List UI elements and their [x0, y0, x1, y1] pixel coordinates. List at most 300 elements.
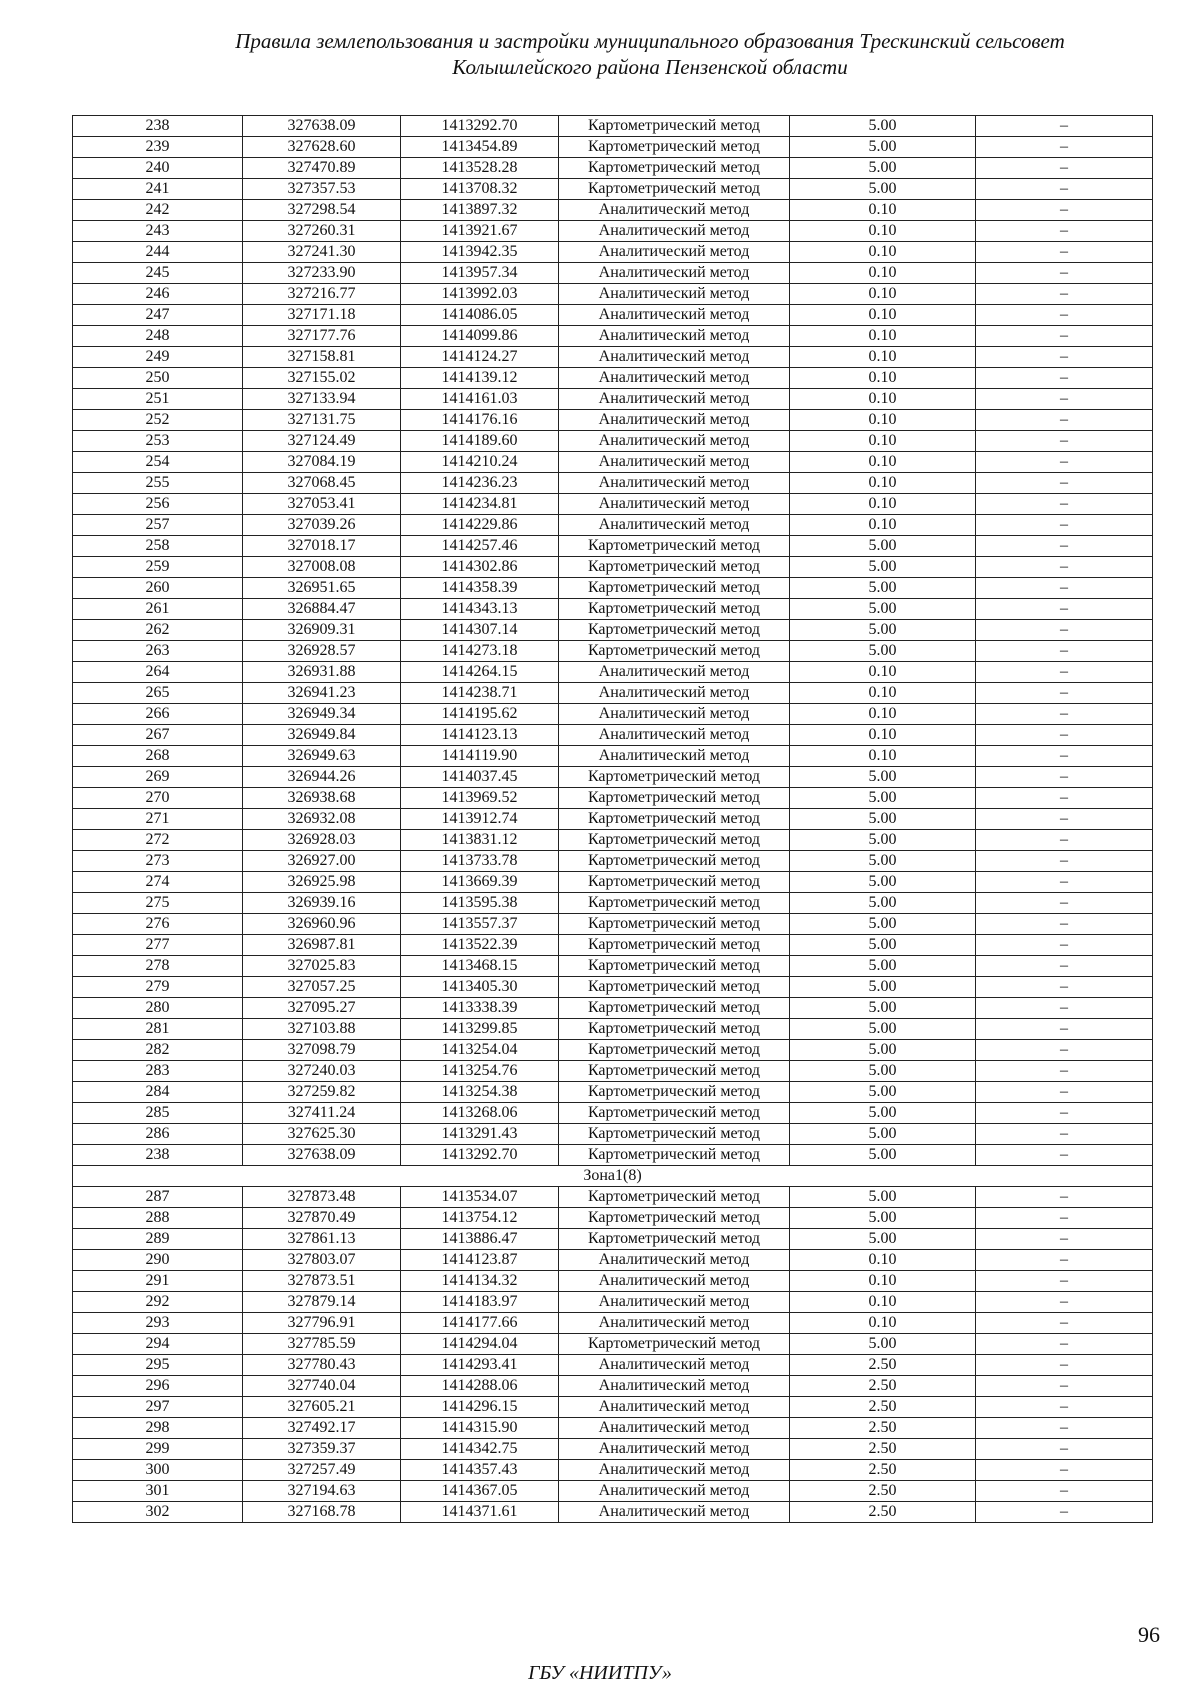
table-row	[73, 116, 1153, 137]
coord-y-cell: 1414099.86	[401, 326, 559, 347]
dash-cell: –	[976, 1397, 1153, 1418]
method-cell: Аналитический метод	[559, 1271, 790, 1292]
coord-y-cell: 1414296.15	[401, 1397, 559, 1418]
method-cell: Картометрический метод	[559, 1229, 790, 1250]
accuracy-cell: 5.00	[790, 1061, 976, 1082]
coord-y-cell: 1414229.86	[401, 515, 559, 536]
method-cell: Картометрический метод	[559, 935, 790, 956]
table-row	[73, 1397, 1153, 1418]
dash-cell: –	[976, 1250, 1153, 1271]
accuracy-cell: 5.00	[790, 179, 976, 200]
method-cell: Аналитический метод	[559, 683, 790, 704]
coord-x-cell: 326938.68	[243, 788, 401, 809]
coord-y-cell: 1413254.76	[401, 1061, 559, 1082]
coord-x-cell: 326925.98	[243, 872, 401, 893]
accuracy-cell: 5.00	[790, 641, 976, 662]
coord-x-cell: 327359.37	[243, 1439, 401, 1460]
accuracy-cell: 5.00	[790, 977, 976, 998]
page-number: 96	[1138, 1622, 1160, 1647]
coord-y-cell: 1414161.03	[401, 389, 559, 410]
point-number-cell: 267	[73, 725, 243, 746]
point-number-cell: 298	[73, 1418, 243, 1439]
table-row	[73, 1124, 1153, 1145]
coordinates-table-body	[73, 116, 1153, 1523]
coord-y-cell: 1413254.38	[401, 1082, 559, 1103]
point-number-cell: 291	[73, 1271, 243, 1292]
coord-y-cell: 1414123.13	[401, 725, 559, 746]
dash-cell: –	[976, 746, 1153, 767]
coord-x-cell: 326928.57	[243, 641, 401, 662]
point-number-cell: 257	[73, 515, 243, 536]
point-number-cell: 279	[73, 977, 243, 998]
table-row	[73, 998, 1153, 1019]
point-number-cell: 246	[73, 284, 243, 305]
point-number-cell: 268	[73, 746, 243, 767]
accuracy-cell: 0.10	[790, 1271, 976, 1292]
coord-x-cell: 327470.89	[243, 158, 401, 179]
point-number-cell: 261	[73, 599, 243, 620]
table-row	[73, 1061, 1153, 1082]
accuracy-cell: 5.00	[790, 1145, 976, 1166]
dash-cell: –	[976, 1103, 1153, 1124]
coord-x-cell: 327068.45	[243, 473, 401, 494]
table-row	[73, 788, 1153, 809]
dash-cell: –	[976, 851, 1153, 872]
table-row	[73, 893, 1153, 914]
point-number-cell: 264	[73, 662, 243, 683]
coord-x-cell: 327861.13	[243, 1229, 401, 1250]
table-row	[73, 137, 1153, 158]
accuracy-cell: 5.00	[790, 1208, 976, 1229]
coord-x-cell: 326941.23	[243, 683, 401, 704]
coord-y-cell: 1414236.23	[401, 473, 559, 494]
method-cell: Аналитический метод	[559, 1355, 790, 1376]
method-cell: Аналитический метод	[559, 305, 790, 326]
method-cell: Картометрический метод	[559, 830, 790, 851]
coord-y-cell: 1414307.14	[401, 620, 559, 641]
accuracy-cell: 0.10	[790, 431, 976, 452]
dash-cell: –	[976, 704, 1153, 725]
table-row	[73, 221, 1153, 242]
method-cell: Аналитический метод	[559, 515, 790, 536]
method-cell: Аналитический метод	[559, 746, 790, 767]
dash-cell: –	[976, 452, 1153, 473]
coord-x-cell: 327008.08	[243, 557, 401, 578]
method-cell: Аналитический метод	[559, 368, 790, 389]
accuracy-cell: 5.00	[790, 809, 976, 830]
dash-cell: –	[976, 515, 1153, 536]
accuracy-cell: 5.00	[790, 893, 976, 914]
page-footer: ГБУ «НИИТПУ»	[528, 1662, 672, 1684]
method-cell: Аналитический метод	[559, 221, 790, 242]
coord-x-cell: 327216.77	[243, 284, 401, 305]
point-number-cell: 260	[73, 578, 243, 599]
point-number-cell: 294	[73, 1334, 243, 1355]
point-number-cell: 270	[73, 788, 243, 809]
coord-x-cell: 327357.53	[243, 179, 401, 200]
dash-cell: –	[976, 410, 1153, 431]
coord-y-cell: 1414177.66	[401, 1313, 559, 1334]
table-row	[73, 767, 1153, 788]
coord-y-cell: 1414371.61	[401, 1502, 559, 1523]
method-cell: Картометрический метод	[559, 578, 790, 599]
coord-x-cell: 327039.26	[243, 515, 401, 536]
point-number-cell: 259	[73, 557, 243, 578]
coord-y-cell: 1414302.86	[401, 557, 559, 578]
coord-x-cell: 327133.94	[243, 389, 401, 410]
point-number-cell: 292	[73, 1292, 243, 1313]
coord-y-cell: 1413669.39	[401, 872, 559, 893]
method-cell: Аналитический метод	[559, 473, 790, 494]
table-row	[73, 536, 1153, 557]
table-row	[73, 452, 1153, 473]
coord-x-cell: 326928.03	[243, 830, 401, 851]
method-cell: Аналитический метод	[559, 725, 790, 746]
accuracy-cell: 2.50	[790, 1502, 976, 1523]
point-number-cell: 283	[73, 1061, 243, 1082]
method-cell: Аналитический метод	[559, 410, 790, 431]
coord-y-cell: 1413942.35	[401, 242, 559, 263]
dash-cell: –	[976, 620, 1153, 641]
coord-y-cell: 1414123.87	[401, 1250, 559, 1271]
method-cell: Аналитический метод	[559, 704, 790, 725]
coord-x-cell: 327240.03	[243, 1061, 401, 1082]
coord-y-cell: 1414086.05	[401, 305, 559, 326]
coord-x-cell: 327233.90	[243, 263, 401, 284]
dash-cell: –	[976, 1145, 1153, 1166]
point-number-cell: 281	[73, 1019, 243, 1040]
coord-x-cell: 326944.26	[243, 767, 401, 788]
dash-cell: –	[976, 221, 1153, 242]
table-row	[73, 1229, 1153, 1250]
point-number-cell: 244	[73, 242, 243, 263]
method-cell: Картометрический метод	[559, 620, 790, 641]
method-cell: Картометрический метод	[559, 599, 790, 620]
coord-y-cell: 1414257.46	[401, 536, 559, 557]
method-cell: Картометрический метод	[559, 767, 790, 788]
header-line-2: Колышлейского района Пензенской области	[452, 55, 848, 79]
coord-x-cell: 327158.81	[243, 347, 401, 368]
point-number-cell: 239	[73, 137, 243, 158]
method-cell: Картометрический метод	[559, 179, 790, 200]
coord-y-cell: 1413534.07	[401, 1187, 559, 1208]
accuracy-cell: 0.10	[790, 683, 976, 704]
table-row	[73, 914, 1153, 935]
coordinates-table	[72, 115, 1153, 1523]
accuracy-cell: 5.00	[790, 1229, 976, 1250]
accuracy-cell: 0.10	[790, 1313, 976, 1334]
point-number-cell: 284	[73, 1082, 243, 1103]
point-number-cell: 265	[73, 683, 243, 704]
coord-y-cell: 1414139.12	[401, 368, 559, 389]
dash-cell: –	[976, 788, 1153, 809]
dash-cell: –	[976, 914, 1153, 935]
accuracy-cell: 2.50	[790, 1355, 976, 1376]
coord-x-cell: 326884.47	[243, 599, 401, 620]
dash-cell: –	[976, 137, 1153, 158]
accuracy-cell: 0.10	[790, 494, 976, 515]
coord-x-cell: 327260.31	[243, 221, 401, 242]
table-row	[73, 494, 1153, 515]
point-number-cell: 289	[73, 1229, 243, 1250]
coord-y-cell: 1413992.03	[401, 284, 559, 305]
dash-cell: –	[976, 767, 1153, 788]
table-row	[73, 641, 1153, 662]
point-number-cell: 302	[73, 1502, 243, 1523]
table-row	[73, 683, 1153, 704]
dash-cell: –	[976, 263, 1153, 284]
table-row	[73, 1481, 1153, 1502]
table-row	[73, 1271, 1153, 1292]
point-number-cell: 293	[73, 1313, 243, 1334]
dash-cell: –	[976, 1271, 1153, 1292]
dash-cell: –	[976, 494, 1153, 515]
accuracy-cell: 0.10	[790, 410, 976, 431]
method-cell: Аналитический метод	[559, 347, 790, 368]
point-number-cell: 299	[73, 1439, 243, 1460]
method-cell: Аналитический метод	[559, 1250, 790, 1271]
accuracy-cell: 2.50	[790, 1376, 976, 1397]
coord-x-cell: 327124.49	[243, 431, 401, 452]
accuracy-cell: 0.10	[790, 221, 976, 242]
dash-cell: –	[976, 977, 1153, 998]
accuracy-cell: 2.50	[790, 1418, 976, 1439]
table-row	[73, 1250, 1153, 1271]
accuracy-cell: 5.00	[790, 1103, 976, 1124]
table-row	[73, 1145, 1153, 1166]
coord-x-cell: 327168.78	[243, 1502, 401, 1523]
method-cell: Картометрический метод	[559, 1040, 790, 1061]
dash-cell: –	[976, 179, 1153, 200]
point-number-cell: 250	[73, 368, 243, 389]
coord-y-cell: 1414189.60	[401, 431, 559, 452]
accuracy-cell: 0.10	[790, 389, 976, 410]
coord-y-cell: 1413557.37	[401, 914, 559, 935]
point-number-cell: 248	[73, 326, 243, 347]
coord-x-cell: 327241.30	[243, 242, 401, 263]
coord-x-cell: 326932.08	[243, 809, 401, 830]
table-row	[73, 746, 1153, 767]
coord-y-cell: 1413405.30	[401, 977, 559, 998]
accuracy-cell: 0.10	[790, 662, 976, 683]
coord-x-cell: 327103.88	[243, 1019, 401, 1040]
point-number-cell: 273	[73, 851, 243, 872]
dash-cell: –	[976, 641, 1153, 662]
method-cell: Картометрический метод	[559, 641, 790, 662]
coord-x-cell: 327194.63	[243, 1481, 401, 1502]
coord-y-cell: 1413292.70	[401, 116, 559, 137]
coord-x-cell: 326951.65	[243, 578, 401, 599]
accuracy-cell: 0.10	[790, 515, 976, 536]
point-number-cell: 251	[73, 389, 243, 410]
coord-y-cell: 1414367.05	[401, 1481, 559, 1502]
coord-y-cell: 1413897.32	[401, 200, 559, 221]
method-cell: Картометрический метод	[559, 1103, 790, 1124]
accuracy-cell: 0.10	[790, 1292, 976, 1313]
accuracy-cell: 5.00	[790, 1019, 976, 1040]
coord-x-cell: 326949.84	[243, 725, 401, 746]
zone-row	[73, 1166, 1153, 1187]
accuracy-cell: 0.10	[790, 704, 976, 725]
table-row	[73, 242, 1153, 263]
coord-y-cell: 1414273.18	[401, 641, 559, 662]
coord-x-cell: 327870.49	[243, 1208, 401, 1229]
coord-x-cell: 327171.18	[243, 305, 401, 326]
dash-cell: –	[976, 578, 1153, 599]
coord-y-cell: 1413912.74	[401, 809, 559, 830]
point-number-cell: 288	[73, 1208, 243, 1229]
coord-x-cell: 327411.24	[243, 1103, 401, 1124]
dash-cell: –	[976, 368, 1153, 389]
method-cell: Аналитический метод	[559, 452, 790, 473]
method-cell: Картометрический метод	[559, 1082, 790, 1103]
coord-y-cell: 1414293.41	[401, 1355, 559, 1376]
method-cell: Аналитический метод	[559, 1481, 790, 1502]
coord-y-cell: 1413268.06	[401, 1103, 559, 1124]
method-cell: Аналитический метод	[559, 494, 790, 515]
accuracy-cell: 5.00	[790, 536, 976, 557]
table-row	[73, 1313, 1153, 1334]
coord-y-cell: 1413921.67	[401, 221, 559, 242]
coord-y-cell: 1413754.12	[401, 1208, 559, 1229]
coord-x-cell: 326949.63	[243, 746, 401, 767]
point-number-cell: 287	[73, 1187, 243, 1208]
coord-y-cell: 1414210.24	[401, 452, 559, 473]
table-row	[73, 263, 1153, 284]
table-row	[73, 557, 1153, 578]
coord-y-cell: 1413733.78	[401, 851, 559, 872]
coord-x-cell: 327057.25	[243, 977, 401, 998]
table-row	[73, 179, 1153, 200]
table-row	[73, 872, 1153, 893]
dash-cell: –	[976, 662, 1153, 683]
coord-y-cell: 1414288.06	[401, 1376, 559, 1397]
point-number-cell: 241	[73, 179, 243, 200]
dash-cell: –	[976, 1439, 1153, 1460]
dash-cell: –	[976, 326, 1153, 347]
method-cell: Картометрический метод	[559, 137, 790, 158]
table-row	[73, 326, 1153, 347]
dash-cell: –	[976, 1082, 1153, 1103]
accuracy-cell: 2.50	[790, 1481, 976, 1502]
table-row	[73, 1103, 1153, 1124]
method-cell: Картометрический метод	[559, 1334, 790, 1355]
point-number-cell: 274	[73, 872, 243, 893]
method-cell: Аналитический метод	[559, 263, 790, 284]
point-number-cell: 238	[73, 116, 243, 137]
coord-x-cell: 327740.04	[243, 1376, 401, 1397]
table-row	[73, 704, 1153, 725]
coord-x-cell: 326987.81	[243, 935, 401, 956]
method-cell: Аналитический метод	[559, 662, 790, 683]
coord-y-cell: 1414176.16	[401, 410, 559, 431]
point-number-cell: 249	[73, 347, 243, 368]
coord-y-cell: 1413522.39	[401, 935, 559, 956]
coord-x-cell: 326909.31	[243, 620, 401, 641]
coord-y-cell: 1413957.34	[401, 263, 559, 284]
dash-cell: –	[976, 872, 1153, 893]
point-number-cell: 297	[73, 1397, 243, 1418]
table-row	[73, 389, 1153, 410]
coord-y-cell: 1414037.45	[401, 767, 559, 788]
method-cell: Картометрический метод	[559, 536, 790, 557]
table-row	[73, 1019, 1153, 1040]
point-number-cell: 295	[73, 1355, 243, 1376]
coord-x-cell: 326949.34	[243, 704, 401, 725]
accuracy-cell: 5.00	[790, 116, 976, 137]
table-row	[73, 809, 1153, 830]
point-number-cell: 285	[73, 1103, 243, 1124]
coord-y-cell: 1413299.85	[401, 1019, 559, 1040]
coord-y-cell: 1414238.71	[401, 683, 559, 704]
dash-cell: –	[976, 1187, 1153, 1208]
method-cell: Аналитический метод	[559, 1502, 790, 1523]
accuracy-cell: 5.00	[790, 557, 976, 578]
table-row	[73, 662, 1153, 683]
dash-cell: –	[976, 1229, 1153, 1250]
coord-y-cell: 1414264.15	[401, 662, 559, 683]
dash-cell: –	[976, 347, 1153, 368]
accuracy-cell: 2.50	[790, 1460, 976, 1481]
accuracy-cell: 5.00	[790, 1082, 976, 1103]
document-header	[150, 28, 1150, 80]
accuracy-cell: 0.10	[790, 1250, 976, 1271]
coord-x-cell: 326939.16	[243, 893, 401, 914]
accuracy-cell: 5.00	[790, 158, 976, 179]
coord-y-cell: 1414343.13	[401, 599, 559, 620]
point-number-cell: 238	[73, 1145, 243, 1166]
point-number-cell: 272	[73, 830, 243, 851]
point-number-cell: 262	[73, 620, 243, 641]
method-cell: Картометрический метод	[559, 977, 790, 998]
dash-cell: –	[976, 1124, 1153, 1145]
coord-y-cell: 1414134.32	[401, 1271, 559, 1292]
accuracy-cell: 0.10	[790, 368, 976, 389]
coord-y-cell: 1413708.32	[401, 179, 559, 200]
point-number-cell: 242	[73, 200, 243, 221]
method-cell: Аналитический метод	[559, 326, 790, 347]
point-number-cell: 300	[73, 1460, 243, 1481]
coord-y-cell: 1413454.89	[401, 137, 559, 158]
coord-y-cell: 1414358.39	[401, 578, 559, 599]
coord-x-cell: 327053.41	[243, 494, 401, 515]
table-row	[73, 1187, 1153, 1208]
method-cell: Аналитический метод	[559, 1460, 790, 1481]
point-number-cell: 301	[73, 1481, 243, 1502]
dash-cell: –	[976, 200, 1153, 221]
table-row	[73, 830, 1153, 851]
dash-cell: –	[976, 1208, 1153, 1229]
table-row	[73, 956, 1153, 977]
method-cell: Картометрический метод	[559, 872, 790, 893]
point-number-cell: 271	[73, 809, 243, 830]
table-row	[73, 347, 1153, 368]
coord-y-cell: 1413886.47	[401, 1229, 559, 1250]
method-cell: Аналитический метод	[559, 1313, 790, 1334]
method-cell: Картометрический метод	[559, 116, 790, 137]
coord-x-cell: 326927.00	[243, 851, 401, 872]
accuracy-cell: 0.10	[790, 284, 976, 305]
coord-y-cell: 1414234.81	[401, 494, 559, 515]
accuracy-cell: 0.10	[790, 473, 976, 494]
table-row	[73, 158, 1153, 179]
dash-cell: –	[976, 1460, 1153, 1481]
method-cell: Аналитический метод	[559, 1397, 790, 1418]
table-row	[73, 1292, 1153, 1313]
dash-cell: –	[976, 809, 1153, 830]
table-row	[73, 1208, 1153, 1229]
method-cell: Картометрический метод	[559, 1208, 790, 1229]
